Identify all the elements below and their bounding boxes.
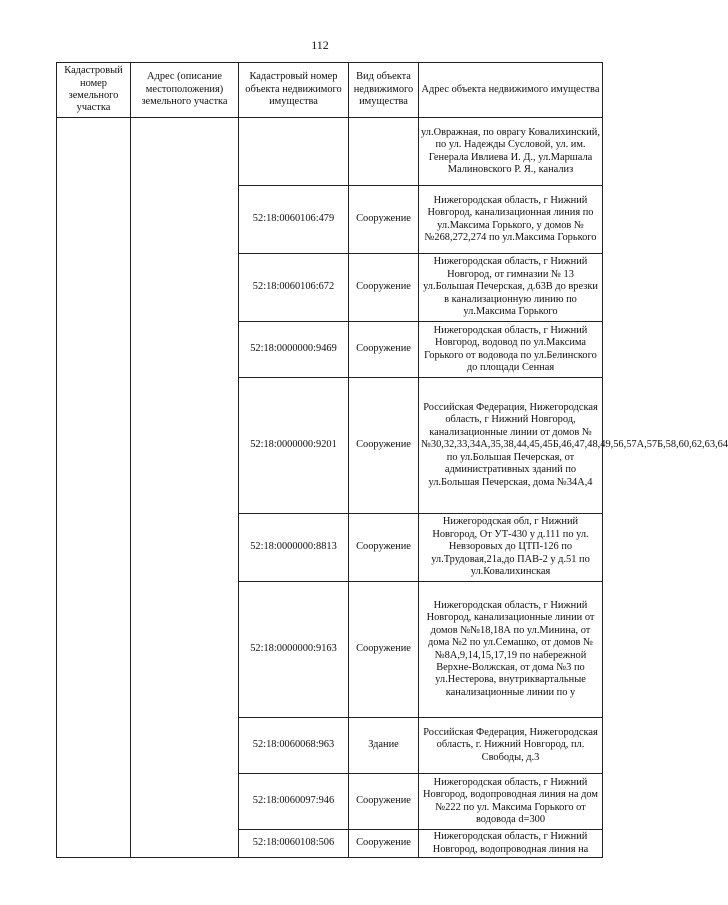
object-cadastral-cell: 52:18:0000000:9469 [239, 322, 349, 378]
object-address-cell: Нижегородская область, г Нижний Новгород, водопроводная линия на дом №222 по ул. Максима Горького от водовода d=300 [419, 774, 603, 830]
object-kind-cell: Здание [349, 718, 419, 774]
object-cadastral-cell: 52:18:0060097:946 [239, 774, 349, 830]
table-header-row [57, 63, 603, 118]
object-address-cell: Российская Федерация, Нижегородская область, г. Нижний Новгород, пл. Свободы, д.3 [419, 718, 603, 774]
object-cadastral-cell: 52:18:0060068:963 [239, 718, 349, 774]
object-cadastral-cell: 52:18:0000000:8813 [239, 514, 349, 582]
header-object-address: Адрес объекта недвижимого имущества [419, 63, 603, 118]
object-address-cell: Российская Федерация, Нижегородская область, г Нижний Новгород, канализационные линии от домов №№30,32,33,34А,35,38,44,45,45Б,46,47,48,49,56,57А,57Б,58,60,62,63,64 по ул.Большая Печерская, от административных зданий по ул.Большая Печерская, дома №34А,4 [419, 378, 603, 514]
object-kind-cell: Сооружение [349, 254, 419, 322]
object-kind-cell: Сооружение [349, 774, 419, 830]
object-kind-cell: Сооружение [349, 378, 419, 514]
table-row [57, 118, 603, 186]
object-kind-cell [349, 118, 419, 186]
object-cadastral-cell: 52:18:0060108:506 [239, 830, 349, 858]
object-cadastral-cell: 52:18:0000000:9201 [239, 378, 349, 514]
header-object-kind: Вид объекта недвижимого имущества [349, 63, 419, 118]
header-land-address: Адрес (описание местоположения) земельного участка [131, 63, 239, 118]
property-table [56, 62, 728, 858]
object-kind-cell: Сооружение [349, 830, 419, 858]
object-cadastral-cell: 52:18:0060106:479 [239, 186, 349, 254]
object-address-cell: Нижегородская область, г Нижний Новгород, от гимназии № 13 ул.Большая Печерская, д.63В до врезки в канализационную линию по ул.Максима Горького [419, 254, 603, 322]
object-kind-cell: Сооружение [349, 582, 419, 718]
land-address-cell [131, 118, 239, 858]
object-cadastral-cell: 52:18:0060106:672 [239, 254, 349, 322]
header-land-cadastral: Кадастровый номер земельного участка [57, 63, 131, 118]
page-number: 112 [311, 38, 329, 52]
object-address-cell: Нижегородская область, г Нижний Новгород, водовод по ул.Максима Горького от водовода по ул.Белинского до площади Сенная [419, 322, 603, 378]
object-address-cell: Нижегородская обл, г Нижний Новгород, От УТ-430 у д.111 по ул. Невзоровых до ЦТП-126 по ул.Трудовая,21а,до ПАВ-2 у д.51 по ул.Ковалихинская [419, 514, 603, 582]
object-cadastral-cell: 52:18:0000000:9163 [239, 582, 349, 718]
object-address-cell: Нижегородская область, г Нижний Новгород, канализационные линии от домов №№18,18А по ул.Минина, от дома №2 по ул.Семашко, от домов №№8А,9,14,15,17,19 по набережной Верхне-Волжская, от дома №3 по ул.Нестерова, внутриквартальные канализационные линии по у [419, 582, 603, 718]
header-object-cadastral: Кадастровый номер объекта недвижимого имущества [239, 63, 349, 118]
object-address-cell: Нижегородская область, г Нижний Новгород, канализационная линия по ул.Максима Горького, у домов №№268,272,274 по ул.Максима Горького [419, 186, 603, 254]
object-cadastral-cell [239, 118, 349, 186]
object-kind-cell: Сооружение [349, 186, 419, 254]
object-kind-cell: Сооружение [349, 322, 419, 378]
land-cadastral-cell [57, 118, 131, 858]
object-address-cell: Нижегородская область, г Нижний Новгород, водопроводная линия на [419, 830, 603, 858]
object-address-cell: ул.Овражная, по оврагу Ковалихинский, по ул. Надежды Сусловой, ул. им. Генерала Ивлиева И. Д., ул.Маршала Малиновского Р. Я., канализ [419, 118, 603, 186]
object-kind-cell: Сооружение [349, 514, 419, 582]
